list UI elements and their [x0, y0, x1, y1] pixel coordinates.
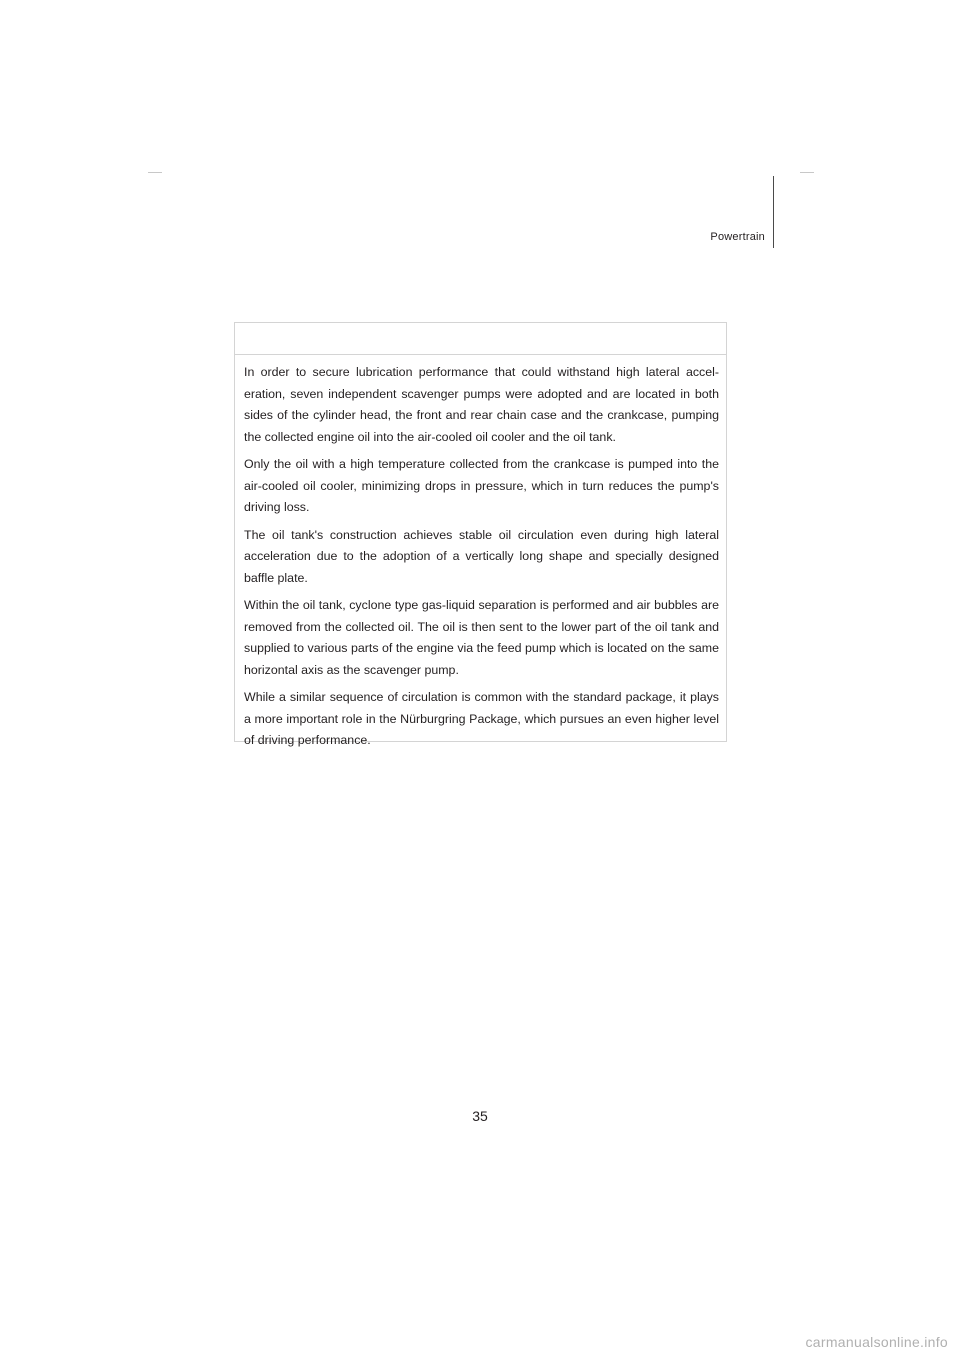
text-panel: [234, 322, 727, 747]
crop-mark-top-left: [148, 172, 162, 173]
panel-header: [235, 323, 726, 355]
panel-body: [235, 355, 726, 752]
paragraph-5: While a similar sequence of circulation is common with the standard package, it plays a more important role in the Nürburgring Package, which pursues an even higher level of driving performance.: [244, 690, 719, 747]
paragraph-2: Only the oil with a high temperature collected from the crankcase is pumped into the air-cooled oil cooler, minimizing drops in pressure, which in turn reduces the pump's driving loss.: [244, 457, 719, 514]
crop-mark-top-right: [800, 172, 814, 173]
header-rule: [773, 176, 774, 248]
page-number: 35: [472, 1108, 488, 1124]
paragraph-1: In order to secure lubrication performance that could withstand high lateral accel-eration, seven independent scavenger pumps were adopted and are located in both sides of the cylinder head, the front and rear chain case and the crankcase, pumping the collected engine oil into the air-cooled oil cooler and the oil tank.: [244, 365, 719, 444]
watermark: carmanualsonline.info: [805, 1334, 948, 1350]
section-label: Powertrain: [710, 231, 765, 243]
paragraph-3: The oil tank's construction achieves stable oil circulation even during high lateral acceleration due to the adoption of a vertically long shape and specially designed baffle plate.: [244, 527, 719, 585]
paragraph-4: Within the oil tank, cyclone type gas-liquid separation is performed and air bubbles are removed from the collected oil. The oil is then sent to the lower part of the oil tank and supplied to various parts of the engine via the feed pump which is located on the same horizontal axis as the scavenger pump.: [244, 598, 719, 677]
